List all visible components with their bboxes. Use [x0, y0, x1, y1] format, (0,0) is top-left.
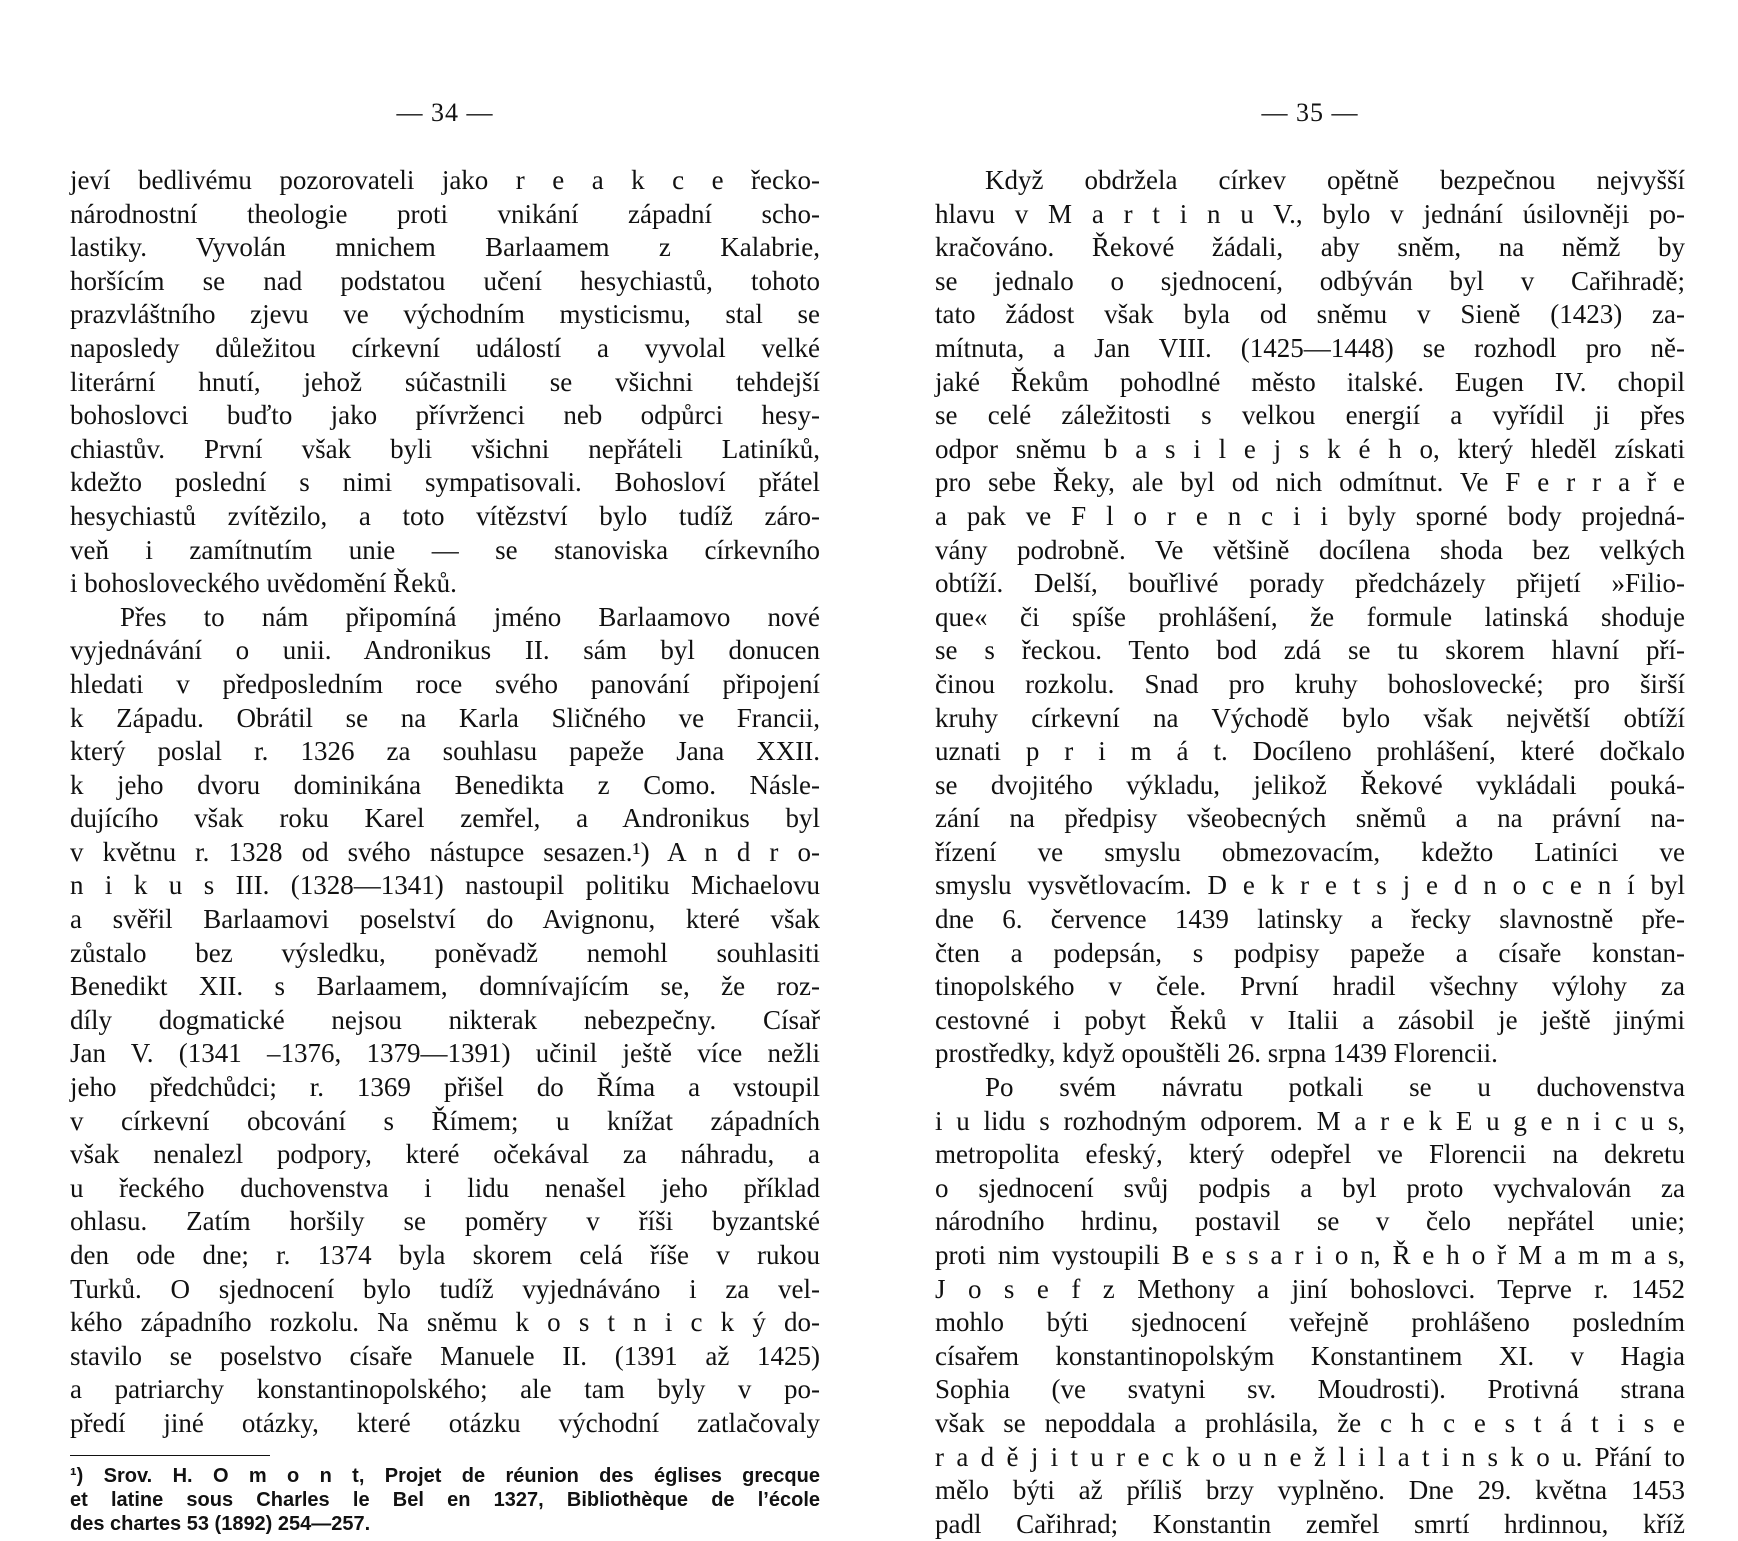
body-text	[70, 164, 820, 1441]
text-line: vyjednávání o unii. Andronikus II. sám byl donucen	[70, 635, 820, 666]
text-line: proti nim vystoupili B e s s a r i o n, Ř e h o ř M a m m a s,	[935, 1240, 1685, 1270]
text-line: lastiky. Vyvolán mnichem Barlaamem z Kalabrie,	[70, 232, 820, 263]
text-line: literární hnutí, jehož súčastnili se všichni tehdejší	[70, 366, 820, 397]
text-line: n i k u s III. (1328—1341) nastoupil politiku Michaelovu	[70, 870, 820, 901]
text-line: řízení ve smyslu obmezovacím, kdežto Latiníci ve	[935, 836, 1685, 867]
text-line: chiastův. První však byli všichni nepřáteli Latiníků,	[70, 433, 820, 464]
text-line: Jan V. (1341 –1376, 1379—1391) učinil ještě více nežli	[70, 1038, 820, 1069]
text-line: díly dogmatické nejsou nikterak nebezpečny. Císař	[70, 1004, 820, 1035]
text-line: prostředky, když opouštěli 26. srpna 1439 Florencii.	[935, 1038, 1498, 1069]
text-line: tinopolského v čele. První hradil všechny výlohy za	[935, 971, 1685, 1002]
text-line: jaké Řekům pohodlné město italské. Eugen IV. chopil	[935, 366, 1685, 397]
text-line: kého západního rozkolu. Na sněmu k o s t n i c k ý do-	[70, 1307, 820, 1338]
text-line: k Západu. Obrátil se na Karla Sličného ve Francii,	[70, 702, 820, 733]
footnote-line: et latine sous Charles le Bel en 1327, Bibliothèque de l’école	[70, 1488, 820, 1511]
text-line: Turků. O sjednocení bylo tudíž vyjednáváno i za vel-	[70, 1273, 820, 1304]
text-line: odpor sněmu b a s i l e j s k é h o, který hleděl získati	[935, 433, 1685, 464]
text-line: v květnu r. 1328 od svého nástupce sesazen.¹) A n d r o-	[70, 836, 820, 867]
text-line: k jeho dvoru dominikána Benedikta z Como. Násle-	[70, 769, 820, 800]
body-text	[935, 164, 1685, 1541]
text-line: hesychiastů zvítězilo, a toto vítězství bylo tudíž záro-	[70, 500, 820, 531]
text-line: mohlo býti sjednocení veřejně prohlášeno posledním	[935, 1307, 1685, 1338]
text-line: císařem konstantinopolským Konstantinem XI. v Hagia	[935, 1340, 1685, 1371]
text-line: que« či spíše prohlášení, že formule latinská shoduje	[935, 601, 1685, 632]
text-line: mělo býti až příliš brzy vyplněno. Dne 29. května 1453	[935, 1475, 1685, 1506]
text-line: horšícím se nad podstatou učení hesychiastů, tohoto	[70, 265, 820, 296]
text-line: jeho předchůdci; r. 1369 přišel do Říma a vstoupil	[70, 1072, 820, 1103]
text-line: obtíží. Delší, bouřlivé porady předcházely přijetí »Filio-	[935, 568, 1685, 599]
text-line: cestovné i pobyt Řeků v Italii a zásobil je ještě jinými	[935, 1004, 1685, 1035]
text-line: a pak ve F l o r e n c i i byly sporné body projedná-	[935, 500, 1685, 531]
text-line: však nenalezl podpory, které očekával za náhradu, a	[70, 1139, 820, 1170]
text-line: r a d ě j i t u r e c k o u n e ž l i l a t i n s k o u. Přání to	[935, 1441, 1685, 1472]
text-line: a patriarchy konstantinopolského; ale tam byly v po-	[70, 1374, 820, 1405]
text-line: prazvláštního zjevu ve východním mysticismu, stal se	[70, 299, 820, 330]
text-line: Sophia (ve svatyni sv. Moudrosti). Protivná strana	[935, 1374, 1685, 1405]
footnote-line: ¹) Srov. H. O m o n t, Projet de réunion des églises grecque	[70, 1464, 820, 1487]
text-line: padl Cařihrad; Konstantin zemřel smrtí hrdinnou, kříž	[935, 1508, 1685, 1539]
text-line: v církevní obcování s Římem; u knížat západních	[70, 1105, 820, 1136]
text-line: bohoslovci buďto jako přívrženci neb odpůrci hesy-	[70, 400, 820, 431]
text-line: o sjednocení svůj podpis a byl proto vychvalován za	[935, 1172, 1685, 1203]
text-line: národního hrdinu, postavil se v čelo nepřátel unie;	[935, 1206, 1685, 1237]
text-line: Benedikt XII. s Barlaamem, domnívajícím se, že roz-	[70, 971, 820, 1002]
text-line: J o s e f z Methony a jiní bohoslovci. Teprve r. 1452	[935, 1273, 1685, 1304]
text-line: dne 6. července 1439 latinsky a řecky slavnostně pře-	[935, 904, 1685, 935]
text-line: u řeckého duchovenstva i lidu nenašel jeho příklad	[70, 1172, 820, 1203]
text-line: jeví bedlivému pozorovateli jako r e a k c e řecko-	[70, 165, 820, 195]
text-line: tato žádost však byla od sněmu v Sieně (1423) za-	[935, 299, 1685, 330]
text-line: se s řeckou. Tento bod zdá se tu skorem hlavní pří-	[935, 635, 1685, 666]
text-line: však se nepoddala a prohlásila, že c h c e s t á t i s e	[935, 1407, 1685, 1438]
left-page	[70, 0, 820, 1535]
text-line: činou rozkolu. Snad pro kruhy bohoslovecké; pro širší	[935, 668, 1685, 699]
text-line: den ode dne; r. 1374 byla skorem celá říše v rukou	[70, 1240, 820, 1270]
text-line: Když obdržela církev opětně bezpečnou nejvyšší	[985, 165, 1685, 195]
text-line: i bohosloveckého uvědomění Řeků.	[70, 568, 457, 599]
right-page	[935, 0, 1685, 1539]
text-line: kračováno. Řekové žádali, aby sněm, na němž by	[935, 232, 1685, 263]
text-line: hledati v předposledním roce svého panování připojení	[70, 668, 820, 699]
text-line: zůstalo bez výsledku, poněvadž nemohl souhlasiti	[70, 937, 820, 968]
text-line: se celé záležitosti s velkou energií a vyřídil ji přes	[935, 400, 1685, 431]
text-line: uznati p r i m á t. Docíleno prohlášení, které dočkalo	[935, 736, 1685, 767]
text-line: hlavu v M a r t i n u V., bylo v jednání úsilovněji po-	[935, 198, 1685, 229]
text-line: zání na předpisy všeobecných sněmů a na právní na-	[935, 803, 1685, 834]
text-line: pro sebe Řeky, ale byl od nich odmítnut. Ve F e r r a ř e	[935, 467, 1685, 498]
text-line: kruhy církevní na Východě bylo však největší obtíží	[935, 702, 1685, 733]
text-line: ohlasu. Zatím horšily se poměry v říši byzantské	[70, 1206, 820, 1237]
text-line: Po svém návratu potkali se u duchovenstva	[985, 1072, 1685, 1103]
text-line: národnostní theologie proti vnikání západní scho-	[70, 198, 820, 229]
text-line: kdežto poslední s nimi sympatisovali. Bohosloví přátel	[70, 467, 820, 498]
text-line: se jednalo o sjednocení, odbýván byl v Cařihradě;	[935, 265, 1685, 296]
text-line: mítnuta, a Jan VIII. (1425—1448) se rozhodl pro ně-	[935, 332, 1685, 363]
text-line: se dvojitého výkladu, jelikož Řekové vykládali pouká-	[935, 769, 1685, 800]
footnote-divider	[70, 1455, 270, 1456]
text-line: vány podrobně. Ve většině docílena shoda bez velkých	[935, 534, 1685, 565]
text-line: předí jiné otázky, které otázku východní zatlačovaly	[70, 1407, 820, 1438]
text-line: dujícího však roku Karel zemřel, a Andronikus byl	[70, 803, 820, 834]
page-number: — 35 —	[1261, 98, 1359, 127]
footnote-line: des chartes 53 (1892) 254—257.	[70, 1512, 371, 1535]
text-line: metropolita efeský, který odepřel ve Florencii na dekretu	[935, 1139, 1685, 1170]
text-line: čten a podepsán, s podpisy papeže a císaře konstan-	[935, 937, 1685, 968]
text-line: a svěřil Barlaamovi poselství do Avignonu, které však	[70, 904, 820, 935]
text-line: veň i zamítnutím unie — se stanoviska církevního	[70, 534, 820, 565]
text-line: který poslal r. 1326 za souhlasu papeže Jana XXII.	[70, 736, 820, 767]
text-line: naposledy důležitou církevní událostí a vyvolal velké	[70, 332, 820, 363]
text-line: smyslu vysvětlovacím. D e k r e t s j e d n o c e n í byl	[935, 870, 1685, 901]
text-line: i u lidu s rozhodným odporem. M a r e k E u g e n i c u s,	[935, 1105, 1685, 1136]
page-number: — 34 —	[396, 98, 494, 127]
text-line: stavilo se poselstvo císaře Manuele II. (1391 až 1425)	[70, 1340, 820, 1371]
text-line: Přes to nám připomíná jméno Barlaamovo nové	[120, 601, 820, 632]
